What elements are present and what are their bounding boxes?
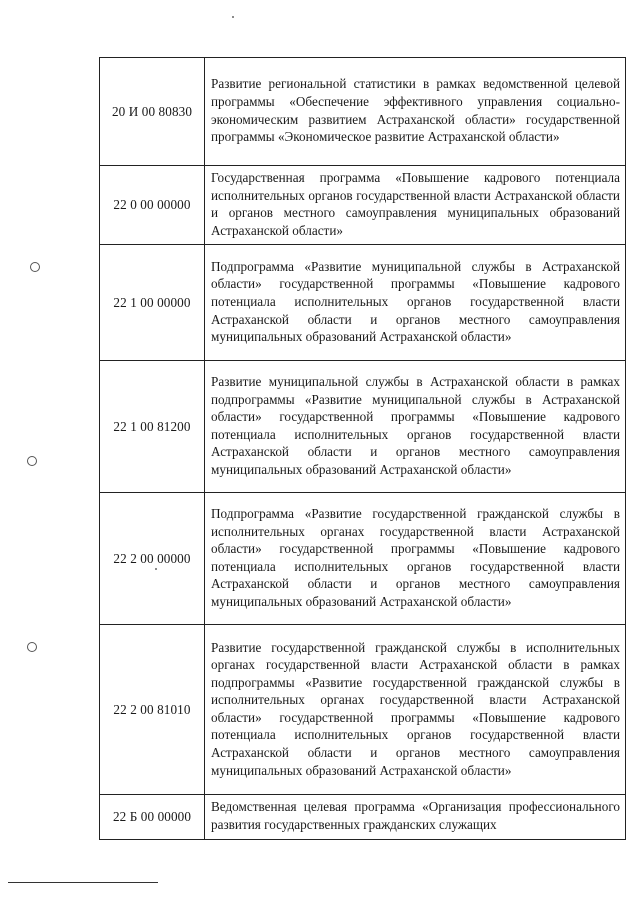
scan-speck: [232, 16, 234, 18]
target-article-code: 22 1 00 00000: [100, 245, 205, 361]
budget-classification-table: [99, 57, 626, 840]
target-article-code: 22 2 00 00000: [100, 493, 205, 625]
target-article-description: Подпрограмма «Развитие государственной гражданской службы в исполнительных органах государственной власти Астраханской области» государственной программы «Повышение кадрового потенциала исполнительных органов государственной власти Астраханской области и органов местного самоуправления муниципальных образований Астраханской области»: [205, 493, 626, 625]
target-article-description: Развитие муниципальной службы в Астраханской области в рамках подпрограммы «Развитие муниципальной службы в Астраханской области» государственной программы «Повышение кадрового потенциала исполнительных органов государственной власти Астраханской области и органов местного самоуправления муниципальных образований Астраханской области»: [205, 361, 626, 493]
target-article-code: 22 1 00 81200: [100, 361, 205, 493]
table-row: [100, 361, 626, 493]
target-article-description: Подпрограмма «Развитие муниципальной службы в Астраханской области» государственной программы «Повышение кадрового потенциала исполнительных органов государственной власти Астраханской области и органов местного самоуправления муниципальных образований Астраханской области»: [205, 245, 626, 361]
binder-hole-icon: [27, 456, 37, 466]
binder-hole-icon: [30, 262, 40, 272]
footnote-rule: [8, 882, 158, 883]
target-article-code: 22 0 00 00000: [100, 166, 205, 245]
table-row: [100, 245, 626, 361]
table-row: [100, 795, 626, 839]
target-article-description: Ведомственная целевая программа «Организация профессионального развития государственных гражданских служащих: [205, 795, 626, 839]
table-row: [100, 58, 626, 166]
table-row: [100, 493, 626, 625]
target-article-code: 22 2 00 81010: [100, 625, 205, 795]
binder-hole-icon: [27, 642, 37, 652]
target-article-code: 20 И 00 80830: [100, 58, 205, 166]
target-article-description: Развитие государственной гражданской службы в исполнительных органах государственной власти Астраханской области в рамках подпрограммы «Развитие государственной гражданской службы в исполнительных органах государственной власти Астраханской области» государственной программы «Повышение кадрового потенциала исполнительных органов государственной власти Астраханской области и органов местного самоуправления муниципальных образований Астраханской области»: [205, 625, 626, 795]
target-article-description: Государственная программа «Повышение кадрового потенциала исполнительных органов государственной власти Астраханской области и органов местного самоуправления муниципальных образований Астраханской области»: [205, 166, 626, 245]
table-row: [100, 625, 626, 795]
target-article-description: Развитие региональной статистики в рамках ведомственной целевой программы «Обеспечение эффективного управления социально-экономическим развитием Астраханской области» государственной программы «Экономическое развитие Астраханской области»: [205, 58, 626, 166]
table-row: [100, 166, 626, 245]
target-article-code: 22 Б 00 00000: [100, 795, 205, 839]
